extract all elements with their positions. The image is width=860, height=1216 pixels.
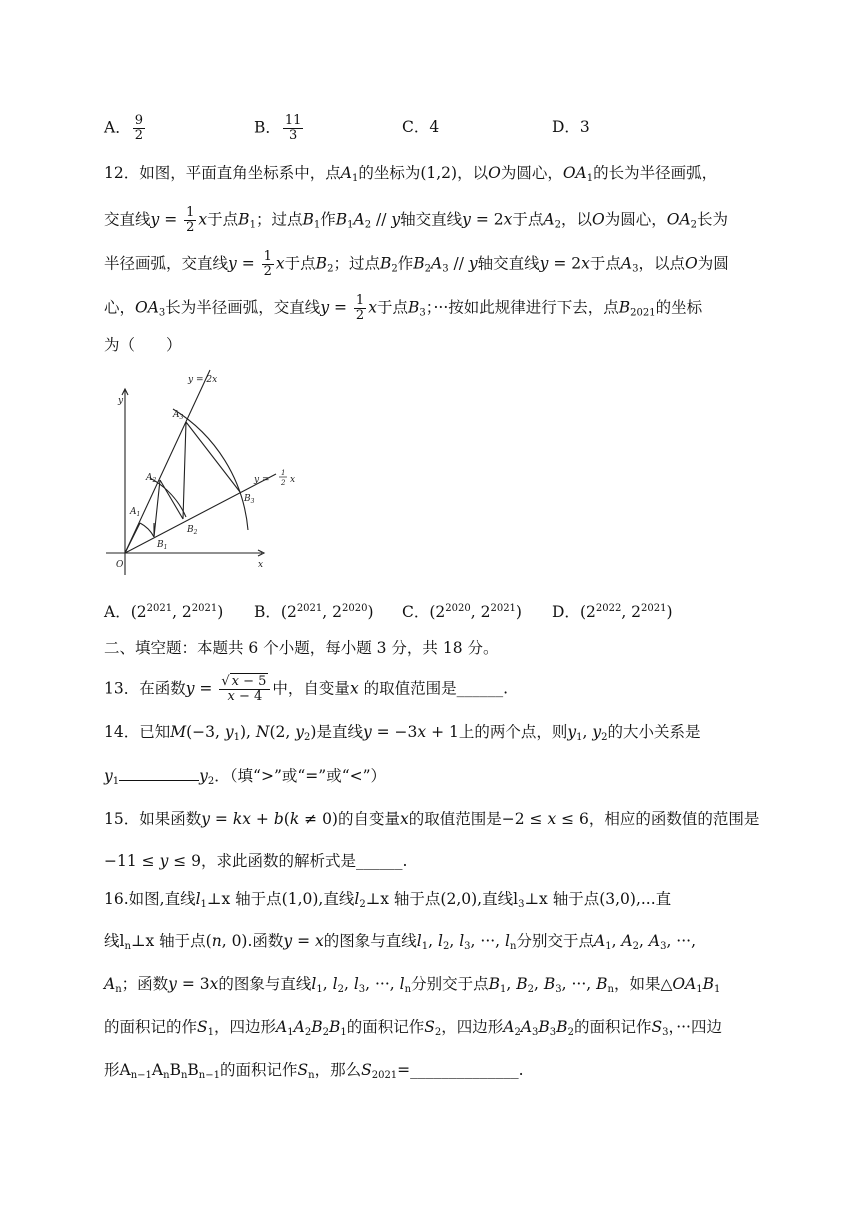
q15-line-2: −11 ≤ y ≤ 9，求此函数的解析式是______. bbox=[104, 852, 408, 870]
label-a1: $A_1$ bbox=[130, 507, 141, 518]
q16-line-1: 16.如图,直线$l_1\perp x$ 轴于点(1,0),直线$l_2\perp x$ 轴于点(2,0),直线$l_3\perp x$ 轴于点(3,0),...直 bbox=[104, 890, 672, 910]
label-b1: $B_1$ bbox=[157, 540, 168, 551]
q12-line-1: 12．如图，平面直角坐标系中，点$A_1$的坐标为(1,2)，以O为圆心，$OA_1$的长为半径画弧， bbox=[104, 164, 718, 184]
seg-b2a3 bbox=[183, 422, 186, 519]
label-b2: $B_2$ bbox=[187, 525, 198, 536]
q12-line-5: 为（ ） bbox=[104, 336, 182, 354]
fraction: $\frac{9}{2}$ bbox=[134, 113, 143, 143]
q16-line-5: 形$A_{n-1}A_nB_nB_{n-1}$的面积记作$S_n$，那么$S_{2021}=\_\_\_\_\_\_\_\_\_\_\_\_\_\_$. bbox=[104, 1061, 524, 1081]
answer-blank[interactable] bbox=[119, 766, 199, 781]
q15-line-1: 15．如果函数y = kx + b(k ≠ 0)的自变量x的取值范围是−2 ≤ x ≤ 6，相应的函数值的范围是 bbox=[104, 810, 760, 828]
q12-line-4: 心，$OA_3$长为半径画弧，交直线y = $\frac{1}{2}$ x于点$B_3$；···按如此规律进行下去，点$B_{2021}$的坐标 bbox=[104, 293, 703, 323]
label-a3: $A_3$ bbox=[173, 410, 184, 421]
q16-line-2: 线$l_n\perp x$ 轴于点(n, 0).函数y = x的图象与直线$l_1$, $l_2$, $l_3$, ···, $l_n$分别交于点$A_1$, $A_2$, $A_3$, ···, bbox=[104, 932, 696, 952]
q12-figure bbox=[98, 365, 308, 575]
q16-line-4: 的面积记的作$S_1$，四边形$A_1A_2B_2B_1$的面积记作$S_2$，四边形$A_2A_3B_3B_2$的面积记作$S_3$，···四边 bbox=[104, 1018, 722, 1038]
label-a2: $A_2$ bbox=[146, 473, 157, 484]
q14-line-1: 14．已知M(−3, $y_1$), N(2, $y_2$)是直线y = −3x + 1上的两个点，则$y_1$, $y_2$的大小关系是 bbox=[104, 723, 701, 743]
label-b3: $B_3$ bbox=[244, 494, 255, 505]
seg-a2b2 bbox=[160, 480, 183, 519]
q14-line-2: $y_1$ $y_2$．（填“>”或“=”或“<”） bbox=[104, 767, 387, 787]
y-axis-label: y bbox=[118, 396, 124, 406]
origin-label: O bbox=[116, 560, 124, 570]
q11-option-d[interactable]: D．3 bbox=[552, 118, 590, 136]
q12-option-d[interactable]: D．($2^{2022}$, $2^{2021}$) bbox=[552, 603, 673, 621]
q12-option-c[interactable]: C．($2^{2020}$, $2^{2021}$) bbox=[402, 603, 522, 621]
svg-text:2: 2 bbox=[281, 479, 286, 487]
q16-line-3: $A_n$；函数y = 3x的图象与直线$l_1$, $l_2$, $l_3$, ···, $l_n$分别交于点$B_1$, $B_2$, $B_3$, ···, $B_n$，如果$\triangle OA_1B_1$ bbox=[104, 975, 721, 995]
line-y-2x bbox=[125, 370, 210, 553]
seg-a3b3 bbox=[186, 422, 240, 492]
svg-text:x: x bbox=[290, 475, 296, 485]
line-half-label: y = bbox=[254, 475, 270, 485]
q11-option-c[interactable]: C．4 bbox=[402, 118, 440, 136]
line-2x-label: y = 2x bbox=[188, 375, 218, 385]
q11-option-a[interactable]: A． $\frac{9}{2}$ bbox=[104, 113, 143, 143]
svg-text:1: 1 bbox=[281, 469, 286, 477]
section-heading: 二、填空题：本题共 6 个小题，每小题 3 分，共 18 分。 bbox=[104, 639, 499, 657]
line-y-half-x bbox=[125, 474, 276, 553]
q13: 13．在函数y = $\frac{√ x - 5}{x - 4}$ 中，自变量x 的取值范围是______. bbox=[104, 674, 509, 704]
arc-1 bbox=[140, 523, 154, 537]
q12-line-2: 交直线y = $\frac{1}{2}$ x于点$B_1$；过点$B_1$作$B_1A_2$ // y轴交直线y = 2x于点$A_2$，以O为圆心，$OA_2$长为 bbox=[104, 205, 729, 235]
x-axis-label: x bbox=[258, 560, 264, 570]
q11-option-b[interactable]: B． $\frac{11}{3}$ bbox=[254, 113, 302, 143]
q12-line-3: 半径画弧，交直线y = $\frac{1}{2}$ x于点$B_2$；过点$B_2$作$B_2A_3$ // y轴交直线y = 2x于点$A_3$，以点O为圆 bbox=[104, 249, 729, 279]
q12-option-a[interactable]: A．($2^{2021}$, $2^{2021}$) bbox=[104, 603, 224, 621]
fraction: $\frac{11}{3}$ bbox=[284, 113, 302, 143]
q12-option-b[interactable]: B．($2^{2021}$, $2^{2020}$) bbox=[254, 603, 374, 621]
